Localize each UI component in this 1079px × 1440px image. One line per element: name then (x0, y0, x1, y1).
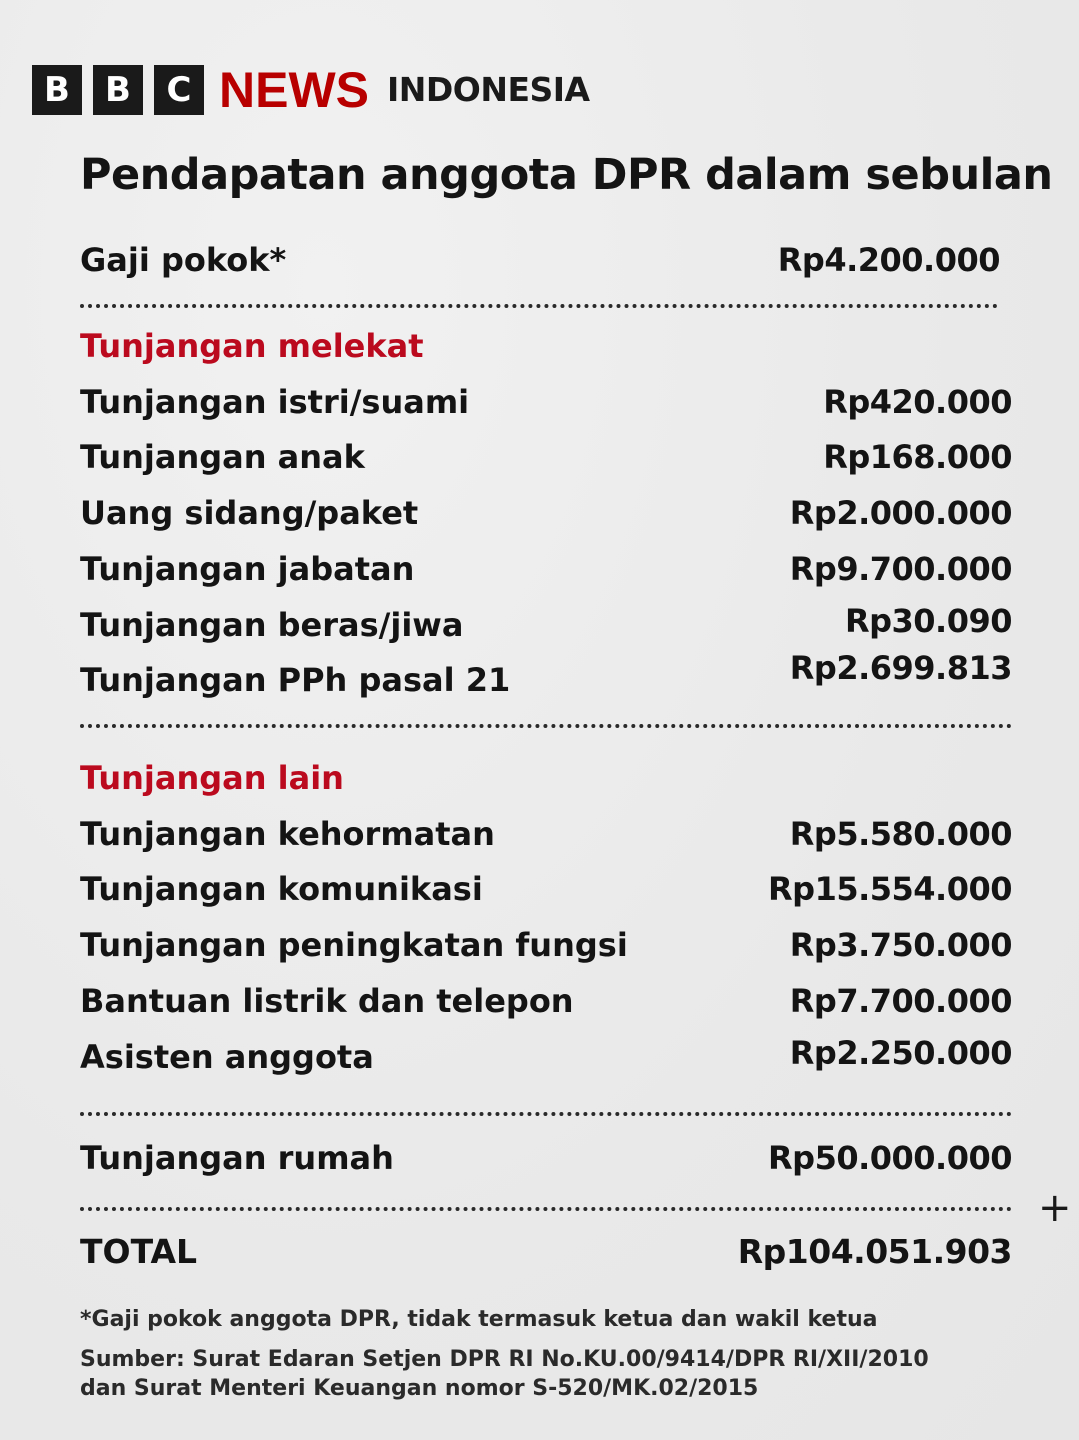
table-row (80, 1035, 1012, 1079)
dotted-divider (80, 304, 998, 308)
table-row (80, 491, 1012, 535)
row-label: Uang sidang/paket (80, 494, 419, 532)
row-label: Tunjangan rumah (80, 1139, 394, 1177)
total-row (80, 1230, 1012, 1274)
section-heading-lain: Tunjangan lain (80, 759, 344, 797)
row-label: Tunjangan kehormatan (80, 815, 495, 853)
row-label: Gaji pokok* (80, 241, 287, 279)
table-row (80, 923, 1012, 967)
row-value: Rp3.750.000 (789, 926, 1012, 964)
table-row (80, 812, 1012, 856)
dotted-divider (80, 1207, 1012, 1211)
row-value: Rp168.000 (823, 438, 1012, 476)
row-value: Rp2.699.813 (789, 649, 1012, 687)
footnote-source-line1: Sumber: Surat Edaran Setjen DPR RI No.KU.00/9414/DPR RI/XII/2010 (80, 1347, 929, 1372)
row-label: Tunjangan jabatan (80, 550, 415, 588)
row-label: Tunjangan beras/jiwa (80, 606, 464, 644)
section-heading-melekat: Tunjangan melekat (80, 327, 424, 365)
row-value: Rp420.000 (823, 383, 1012, 421)
row-value: Rp7.700.000 (789, 982, 1012, 1020)
page-title: Pendapatan anggota DPR dalam sebulan (80, 150, 1053, 200)
row-value: Rp9.700.000 (789, 550, 1012, 588)
footnote-source-line2: dan Surat Menteri Keuangan nomor S-520/MK.02/2015 (80, 1376, 759, 1401)
total-value: Rp104.051.903 (737, 1232, 1012, 1271)
row-value: Rp2.250.000 (789, 1034, 1012, 1072)
news-wordmark: NEWS (219, 62, 369, 118)
bbc-letter-box-3: C (154, 65, 204, 115)
plus-sign: + (1038, 1185, 1072, 1231)
bbc-letter-box-2: B (93, 65, 143, 115)
table-row (80, 979, 1012, 1023)
row-value: Rp30.090 (844, 602, 1012, 640)
dotted-divider (80, 1112, 1012, 1116)
total-label: TOTAL (80, 1232, 198, 1271)
row-value: Rp5.580.000 (789, 815, 1012, 853)
dotted-divider (80, 724, 1012, 728)
table-row (80, 867, 1012, 911)
region-wordmark: INDONESIA (387, 70, 590, 109)
row-value: Rp50.000.000 (768, 1139, 1012, 1177)
row-value: Rp2.000.000 (789, 494, 1012, 532)
row-label: Tunjangan komunikasi (80, 870, 483, 908)
footnote-note: *Gaji pokok anggota DPR, tidak termasuk ketua dan wakil ketua (80, 1307, 878, 1332)
bbc-news-indonesia-logo[interactable] (32, 64, 590, 116)
gaji-pokok-row (80, 238, 1012, 282)
table-row (80, 435, 1012, 479)
row-label: Tunjangan peningkatan fungsi (80, 926, 628, 964)
table-row (80, 380, 1012, 424)
row-label: Tunjangan istri/suami (80, 383, 470, 421)
row-value: Rp15.554.000 (768, 870, 1012, 908)
rumah-row (80, 1136, 1012, 1180)
row-label: Tunjangan anak (80, 438, 365, 476)
row-label: Tunjangan PPh pasal 21 (80, 661, 511, 699)
row-value: Rp4.200.000 (777, 241, 1000, 279)
table-row (80, 603, 1012, 647)
row-label: Asisten anggota (80, 1038, 374, 1076)
table-row (80, 547, 1012, 591)
row-label: Bantuan listrik dan telepon (80, 982, 574, 1020)
table-row (80, 649, 1012, 702)
bbc-letter-box-1: B (32, 65, 82, 115)
